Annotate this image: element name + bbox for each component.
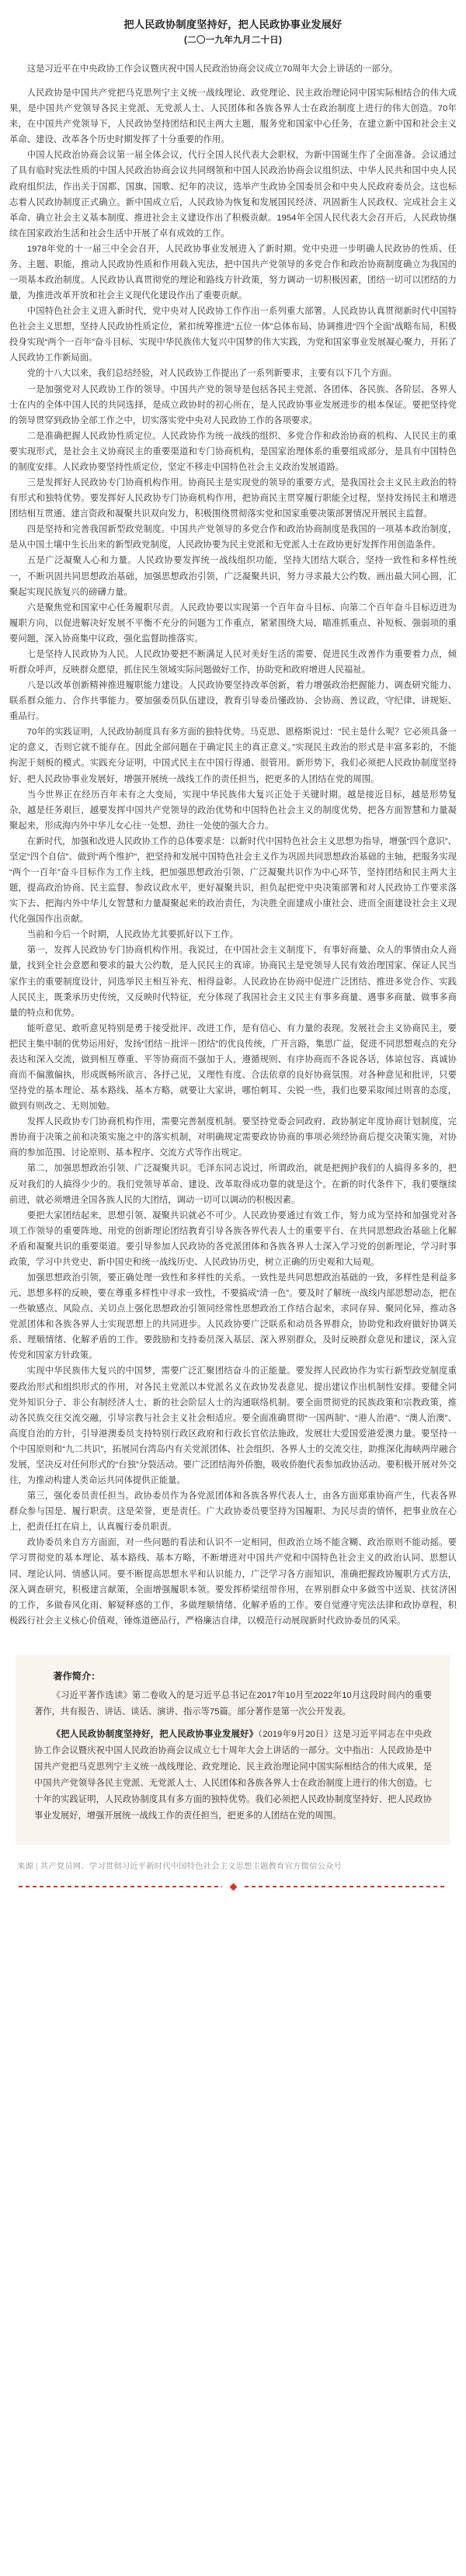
paragraph: 这是习近平在中央政协工作会议暨庆祝中国人民政治协商会议成立70周年大会上讲话的一部分。 bbox=[26, 64, 398, 74]
source-separator: | bbox=[35, 1862, 38, 1871]
paragraph: 中国人民政治协商会议第一届全体会议，代行全国人民代表大会职权，为新中国诞生作了全面准备。会议通过了具有临时宪法性质的中国人民政治协商会议共同纲领和中国人民政治协商会议组织法、中华人民共和国中央人民政府组织法，作出关于国都、国旗、国歌、纪年的决议，选举产生政协全国委员会和中央人民政府委员会。这也标志着人民政协制度正式确立。新中国成立后，人民政协为恢复和发展国民经济、巩固新生人民政权、完成社会主义革命、确立社会主义基本制度、推进社会主义建设作出了积极贡献。1954年全国人民代表大会召开后，人民政协继续在国家政治生活和社会生活中开展了卓有成效的工作。 bbox=[9, 151, 457, 238]
source-attribution bbox=[17, 1860, 449, 1875]
paragraph: 七是坚持人民政协为人民。人民政协要把不断满足人民对美好生活的需要、促进民生改善作为重要着力点，倾听群众呼声，反映群众愿望，抓住民生领域实际问题做好工作，协助党和政府增进人民福祉。 bbox=[9, 649, 457, 675]
paragraph: 政协委员来自方方面面，对一些问题的看法和认识不一定相同，但政治立场不能含糊、政治原则不能动摇。要学习贯彻党的基本理论、基本路线、基本方略，不断增进对中国共产党和中国特色社会主义的政治认同、思想认同、理论认同、情感认同。要不断提高思想水平和认识能力，广泛学习各方面知识，准确把握政协履职方式方法，深入调查研究，积极建言献策，全面增强履职本领。要发挥桥梁纽带作用，在界别群众中多做雪中送炭、扶贫济困的工作，多做春风化雨、解疑释惑的工作，多做理顺情绪、化解矛盾的工作。要自觉遵守宪法法律和政协章程，积极践行社会主义核心价值观，锤炼道德品行，严格廉洁自律，以模范行动展现新时代政协委员的风采。 bbox=[9, 1538, 457, 1626]
paragraph: 70年的实践证明，人民政协制度具有多方面的独特优势。马克思、恩格斯说过：“民主是什么呢？它必须具备一定的意义，否则它就不能存在。因此全部问题在于确定民主的真正意义。”实现民主政治的形式是丰富多彩的，不能拘泥于刻板的模式。实践充分证明，中国式民主在中国行得通、很管用。新形势下，我们必须把人民政协制度坚持好、把人民政协事业发展好，增强开展统一战线工作的责任担当，把更多的人团结在党的周围。 bbox=[9, 727, 457, 784]
work-description: 这是习近平同志在中央政协工作会议暨庆祝中国人民政治协商会议成立七十周年大会上讲话的一部分。文中指出：人民政协是中国共产党把马克思列宁主义统一战线理论、政党理论、民主政治理论同中国实际相结合的伟大成果，是中国共产党领导各民主党派、无党派人士、人民团体和各族各界人士在政治制度上进行的伟大创造。七十年的实践证明，人民政协制度具有多方面的独特优势。我们必须把人民政协制度坚持好、把人民政协事业发展好，增强开展统一战线工作的责任担当，把更多的人团结在党的周围。 bbox=[34, 1729, 432, 1821]
source-text: 共产党员网、学习贯彻习近平新时代中国特色社会主义思想主题教育官方微信公众号 bbox=[40, 1862, 342, 1871]
paragraph: 1978年党的十一届三中全会召开，人民政协事业发展进入了新时期。党中央进一步明确人民政协的性质、任务、主题、职能，推动人民政协性质和作用载入宪法，把中国共产党领导的多党合作和政治协商制度确立为我国的一项基本政治制度。人民政协认真贯彻党的理论和路线方针政策，努力调动一切积极因素，团结一切可以团结的力量，为推进改革开放和社会主义现代化建设作出了重要贡献。 bbox=[9, 244, 457, 301]
divider-dash-right bbox=[245, 1886, 448, 1887]
paragraph: 第三，强化委员责任担当。政协委员作为各党派团体和各族各界代表人士，由各方面郑重协商产生，代表各界群众参与国是、履行职责。这是荣誉，更是责任。广大政协委员要坚持为国履职、为民尽责的情怀，把事业放在心上，把责任扛在肩上，认真履行委员职责。 bbox=[9, 1491, 457, 1533]
work-introduction-heading: 著作简介： bbox=[53, 1670, 101, 1682]
source-label: 来源 bbox=[17, 1862, 33, 1871]
divider-dash-left bbox=[19, 1886, 222, 1887]
paragraph: 要把大家团结起来，思想引领、凝聚共识就必不可少。人民政协要通过有效工作，努力成为坚持和加强党对各项工作领导的重要阵地、用党的创新理论团结教育引导各族各界代表人士的重要平台、在共同思想政治基础上化解矛盾和凝聚共识的重要渠道。要引导参加人民政协的各党派团体和各族各界人士深入学习党的创新理论，学习时事政策，学习中共党史、新中国史和统一战线历史、人民政协历史，树立正确的历史观和大局观。 bbox=[9, 1210, 457, 1267]
paragraph: 当今世界正在经历百年未有之大变局，实现中华民族伟大复兴正处于关键时期。越是接近目标，越是形势复杂，越是任务艰巨，越要发挥中国共产党领导的政治优势和中国特色社会主义的制度优势，把各方面智慧和力量凝聚起来，形成海内外中华儿女心往一处想、劲往一处使的强大合力。 bbox=[9, 790, 457, 831]
paragraph: 八是以改革创新精神推进履职能力建设。人民政协要坚持改革创新，着力增强政治把握能力、调查研究能力、联系群众能力、合作共事能力。要加强委员队伍建设，教育引导委员懂政协、会协商、善议政，守纪律、讲规矩、重品行。 bbox=[9, 681, 457, 722]
paragraph: 加强思想政治引领，要正确处理一致性和多样性的关系。一致性是共同思想政治基础的一致，多样性是利益多元、思想多样的反映，要在尊重多样性中寻求一致性，不要搞成“清一色”。要及时了解统一战线内部思想动态，把在一些敏感点、风险点、关切点上强化思想政治引领同经常性思想政治工作结合起来，求同存异、聚同化异，推动各党派团体和各族各界人士实现思想上的共同进步。人民政协要广泛联系和动员各界群众，协助党和政府做好协调关系、理顺情绪、化解矛盾的工作。要鼓励和支持委员深入基层、深入界别群众，及时反映群众意见和建议，深入宣传党和国家方针政策。 bbox=[9, 1273, 457, 1361]
paragraph: 人民政协是中国共产党把马克思列宁主义统一战线理论、政党理论、民主政治理论同中国实际相结合的伟大成果，是中国共产党领导各民主党派、无党派人士、人民团体和各族各界人士在政治制度上进行的伟大创造。70年来，在中国共产党领导下，人民政协坚持团结和民主两大主题，服务党和国家中心任务，在建立新中国和社会主义革命、建设、改革各个历史时期发挥了十分重要的作用。 bbox=[9, 89, 457, 145]
paragraph: 五是广泛凝聚人心和力量。人民政协要发挥统一战线组织功能，坚持大团结大联合，坚持一致性和多样性统一，不断巩固共同思想政治基础，加强思想政治引领，广泛凝聚共识，努力寻求最大公约数、画出最大同心圆，汇聚起实现民族复兴的磅礴力量。 bbox=[9, 556, 457, 597]
work-title: 《把人民政协制度坚持好，把人民政协事业发展好》 bbox=[51, 1729, 259, 1739]
paragraph: 实现中华民族伟大复兴的中国梦，需要广泛汇聚团结奋斗的正能量。要发挥人民政协作为实行新型政党制度重要政治形式和组织形式的作用，对各民主党派以本党派名义在政协发表意见、提出建议作出机制性安排。要健全同党外知识分子、非公有制经济人士、新的社会阶层人士的沟通联络机制。要全面贯彻党的民族政策和宗教政策，推动各民族交往交流交融，引导宗教与社会主义社会相适应。要全面准确贯彻“一国两制”、“港人治港”、“澳人治澳”、高度自治的方针，引导港澳委员支持特别行政区政府和行政长官依法施政，发展壮大爱国爱港爱澳力量。要坚持一个中国原则和“九二共识”，拓展同台湾岛内有关党派团体、社会组织、各界人士的交流交往，助推深化海峡两岸融合发展，坚决反对任何形式的“台独”分裂活动。要广泛团结海外侨胞，吸收侨胞代表参加政协活动。要积极开展对外交往，为推动构建人类命运共同体提供正能量。 bbox=[9, 1366, 457, 1486]
paragraph: 第一，发挥人民政协专门协商机构作用。我说过，在中国社会主义制度下，有事好商量、众人的事情由众人商量，找到全社会意愿和要求的最大公约数，是人民民主的真谛。协商民主是党领导人民有效治理国家、保证人民当家作主的重要制度设计，同选举民主相互补充、相得益彰。人民政协在协商中促进广泛团结、推进多党合作、实践人民民主，既秉承历史传统，又反映时代特征，充分体现了我国社会主义民主有事多商量、遇事多商量、做事多商量的特点和优势。 bbox=[9, 946, 457, 1018]
divider-diamond-icon bbox=[229, 1883, 237, 1890]
work-date: （2019年9月20日） bbox=[258, 1729, 334, 1739]
page-subtitle-date: (二〇一九年九月二十日) bbox=[183, 35, 283, 46]
paragraph: 当前和今后一个时期，人民政协尤其要抓好以下工作。 bbox=[26, 930, 238, 940]
paragraph: 三是发挥好人民政协专门协商机构作用。协商民主是实现党的领导的重要方式，是我国社会主义民主政治的特有形式和独特优势。要发挥好人民政协专门协商机构作用，把协商民主贯穿履行职能全过程，坚持发扬民主和增进团结相互贯通、建言资政和凝聚共识双向发力，积极围绕贯彻落实党和国家重要决策部署情况开展民主监督。 bbox=[9, 478, 457, 519]
paragraph: 发挥人民政协专门协商机构作用，需要完善制度机制。要坚持党委会同政府、政协制定年度协商计划制度，完善协商于决策之前和决策实施之中的落实机制，对明确规定需要政协协商的事项必须经协商后提交决策实施，对协商的参加范围、讨论原则、基本程序、交流方式等作出规定。 bbox=[9, 1117, 457, 1158]
paragraph: 在新时代，加强和改进人民政协工作的总体要求是：以新时代中国特色社会主义思想为指导，增强“四个意识”、坚定“四个自信”、做到“两个维护”，把坚持和发展中国特色社会主义作为巩固共同思想政治基础的主轴，把服务实现“两个一百年”奋斗目标作为工作主线，把加强思想政治引领、广泛凝聚共识作为中心环节，坚持团结和民主两大主题，提高政治协商、民主监督、参政议政水平，更好凝聚共识，担负起把党中央决策部署和对人民政协工作要求落实下去、把海内外中华儿女智慧和力量凝聚起来的政治责任，为决胜全面建成小康社会、进而全面建设社会主义现代化强国作出贡献。 bbox=[9, 836, 457, 925]
work-introduction-entry bbox=[34, 1727, 432, 1824]
page-title: 把人民政协制度坚持好，把人民政协事业发展好 bbox=[123, 19, 343, 30]
work-introduction-box bbox=[16, 1655, 450, 1845]
paragraph: 第二，加强思想政治引领、广泛凝聚共识。毛泽东同志说过，所谓政治，就是把拥护我们的人搞得多多的，把反对我们的人搞得少少的。我们党领导革命、建设、改革取得成功靠的就是这个。在新的时代条件下，我们要继续前进，就必须增进全国各族人民的大团结，调动一切可以调动的积极因素。 bbox=[9, 1164, 457, 1205]
paragraph: 能听意见、敢听意见特别是勇于接受批评、改进工作，是有信心、有力量的表现。发展社会主义协商民主，要把民主集中制的优势运用好，发扬“团结－批评－团结”的优良传统，广开言路，集思广益，促进不同思想观点的充分表达和深入交流，做到相互尊重、平等协商而不强加于人，遵循规则、有序协商而不各说各话，体谅包容、真诚协商而不偏激偏执，形成既畅所欲言、各抒己见，又理性有度、合法依章的良好协商氛围。对各种意见和批评，只要坚持党的基本理论、基本路线、基本方略，就要让大家讲，哪怕刺耳、尖锐一些，我们也要采取闻过则喜的态度，做到有则改之、无则加勉。 bbox=[9, 1023, 457, 1112]
paragraph: 四是坚持和完善我国新型政党制度。中国共产党领导的多党合作和政治协商制度是我国的一项基本政治制度，是从中国土壤中生长出来的新型政党制度，人民政协要为民主党派和无党派人士在政协更好发挥作用创造条件。 bbox=[9, 525, 457, 550]
paragraph: 二是准确把握人民政协性质定位。人民政协作为统一战线的组织、多党合作和政治协商的机构、人民民主的重要实现形式，是社会主义协商民主的重要渠道和专门协商机构，是国家治理体系的重要组成部分，是具有中国特色的制度安排。人民政协要坚持性质定位，坚定不移走中国特色社会主义政治发展道路。 bbox=[9, 431, 457, 472]
paragraph: 党的十八大以来，我们总结经验，对人民政协工作提出了一系列新要求，主要有以下几个方面。 bbox=[26, 369, 398, 379]
paragraph: 中国特色社会主义进入新时代，党中央对人民政协工作作出一系列重大部署。人民政协认真贯彻新时代中国特色社会主义思想，坚持人民政协性质定位，紧扣统筹推进“五位一体”总体布局、协调推进“四个全面”战略布局，积极投身实现“两个一百年”奋斗目标、实现中华民族伟大复兴中国梦的伟大实践，为党和国家事业发展凝心聚力，开拓了人民政协工作新局面。 bbox=[9, 307, 457, 363]
work-introduction-paragraph: 《习近平著作选读》第二卷收入的是习近平总书记在2017年10月至2022年10月这段时间内的重要著作，共有报告、讲话、谈话、演讲、指示等75篇。部分著作是第一次公开发表。 bbox=[34, 1690, 432, 1717]
article-body bbox=[9, 61, 457, 1629]
decorative-divider bbox=[19, 1883, 447, 1890]
paragraph: 一是加强党对人民政协工作的领导。中国共产党的领导是包括各民主党派、各团体、各民族、各阶层、各界人士在内的全体中国人民的共同选择，是成立政协时的初心所在，是人民政协事业发展进步的根本保证。要把坚持党的领导贯穿到政协全部工作之中，切实落实党中央对人民政协工作的各项要求。 bbox=[9, 384, 457, 425]
paragraph: 六是聚焦党和国家中心任务履职尽责。人民政协要以实现第一个百年奋斗目标、向第二个百年奋斗目标迈进为履职方向，以促进解决好发展不平衡不充分的问题为工作重点，紧紧围绕大局，瞄准抓重点、补短板、强弱项的重要问题，深入协商集中议政，强化监督助推落实。 bbox=[9, 602, 457, 644]
